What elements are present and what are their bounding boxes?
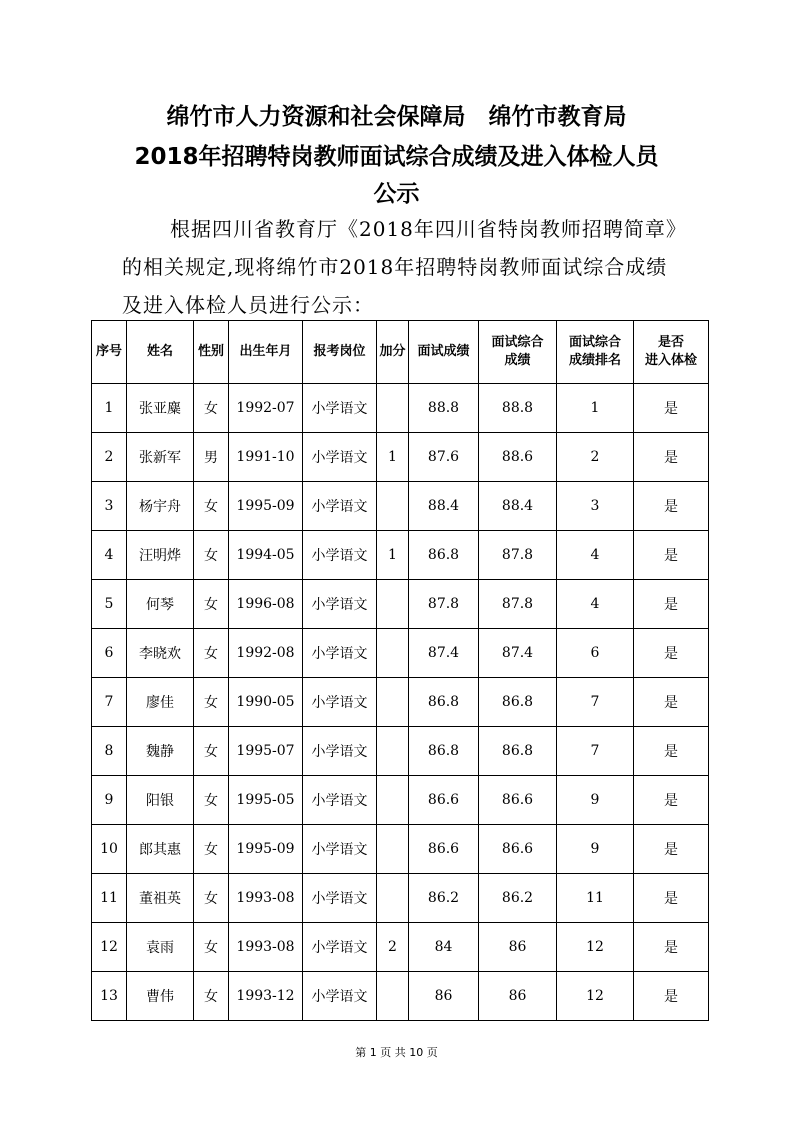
table-row bbox=[92, 482, 709, 531]
cell-gender: 女 bbox=[194, 825, 229, 874]
cell-gender: 女 bbox=[194, 972, 229, 1021]
cell-interview-score: 88.8 bbox=[409, 384, 479, 433]
cell-name: 廖佳 bbox=[127, 678, 194, 727]
cell-position: 小学语文 bbox=[303, 825, 377, 874]
header-index: 序号 bbox=[92, 321, 127, 384]
cell-birth: 1993-12 bbox=[229, 972, 303, 1021]
cell-birth: 1995-09 bbox=[229, 825, 303, 874]
cell-bonus bbox=[377, 482, 409, 531]
cell-bonus: 1 bbox=[377, 531, 409, 580]
cell-physical-exam: 是 bbox=[634, 776, 709, 825]
cell-bonus: 1 bbox=[377, 433, 409, 482]
cell-interview-score: 86.6 bbox=[409, 776, 479, 825]
cell-combined-score: 86.8 bbox=[479, 727, 557, 776]
cell-rank: 7 bbox=[557, 727, 634, 776]
table-row bbox=[92, 776, 709, 825]
cell-index: 4 bbox=[92, 531, 127, 580]
cell-position: 小学语文 bbox=[303, 678, 377, 727]
cell-rank: 7 bbox=[557, 678, 634, 727]
cell-index: 7 bbox=[92, 678, 127, 727]
header-combined-score: 面试综合 成绩 bbox=[479, 321, 557, 384]
cell-name: 董祖英 bbox=[127, 874, 194, 923]
cell-index: 10 bbox=[92, 825, 127, 874]
header-bonus: 加分 bbox=[377, 321, 409, 384]
cell-name: 曹伟 bbox=[127, 972, 194, 1021]
cell-position: 小学语文 bbox=[303, 629, 377, 678]
cell-combined-score: 86.6 bbox=[479, 776, 557, 825]
cell-index: 5 bbox=[92, 580, 127, 629]
cell-interview-score: 86.8 bbox=[409, 727, 479, 776]
cell-physical-exam: 是 bbox=[634, 874, 709, 923]
cell-gender: 女 bbox=[194, 727, 229, 776]
cell-bonus bbox=[377, 384, 409, 433]
cell-position: 小学语文 bbox=[303, 727, 377, 776]
cell-index: 13 bbox=[92, 972, 127, 1021]
cell-combined-score: 87.8 bbox=[479, 531, 557, 580]
cell-bonus bbox=[377, 972, 409, 1021]
cell-index: 11 bbox=[92, 874, 127, 923]
cell-name: 何琴 bbox=[127, 580, 194, 629]
cell-name: 袁雨 bbox=[127, 923, 194, 972]
table-row bbox=[92, 433, 709, 482]
cell-interview-score: 87.4 bbox=[409, 629, 479, 678]
cell-physical-exam: 是 bbox=[634, 580, 709, 629]
cell-birth: 1995-09 bbox=[229, 482, 303, 531]
cell-physical-exam: 是 bbox=[634, 972, 709, 1021]
table-row bbox=[92, 972, 709, 1021]
cell-rank: 4 bbox=[557, 580, 634, 629]
cell-position: 小学语文 bbox=[303, 384, 377, 433]
cell-gender: 男 bbox=[194, 433, 229, 482]
cell-gender: 女 bbox=[194, 874, 229, 923]
cell-rank: 9 bbox=[557, 825, 634, 874]
table-row bbox=[92, 629, 709, 678]
cell-combined-score: 88.8 bbox=[479, 384, 557, 433]
cell-combined-score: 86 bbox=[479, 923, 557, 972]
cell-interview-score: 86.8 bbox=[409, 678, 479, 727]
cell-birth: 1995-07 bbox=[229, 727, 303, 776]
cell-bonus bbox=[377, 874, 409, 923]
cell-bonus bbox=[377, 727, 409, 776]
cell-interview-score: 87.6 bbox=[409, 433, 479, 482]
cell-gender: 女 bbox=[194, 678, 229, 727]
cell-bonus bbox=[377, 580, 409, 629]
cell-position: 小学语文 bbox=[303, 580, 377, 629]
cell-position: 小学语文 bbox=[303, 433, 377, 482]
cell-bonus bbox=[377, 776, 409, 825]
cell-index: 1 bbox=[92, 384, 127, 433]
cell-physical-exam: 是 bbox=[634, 629, 709, 678]
cell-index: 8 bbox=[92, 727, 127, 776]
cell-gender: 女 bbox=[194, 482, 229, 531]
cell-physical-exam: 是 bbox=[634, 825, 709, 874]
cell-birth: 1991-10 bbox=[229, 433, 303, 482]
cell-name: 张新军 bbox=[127, 433, 194, 482]
cell-name: 魏静 bbox=[127, 727, 194, 776]
cell-gender: 女 bbox=[194, 629, 229, 678]
cell-interview-score: 86.8 bbox=[409, 531, 479, 580]
cell-name: 阳银 bbox=[127, 776, 194, 825]
cell-gender: 女 bbox=[194, 776, 229, 825]
cell-rank: 12 bbox=[557, 972, 634, 1021]
cell-physical-exam: 是 bbox=[634, 923, 709, 972]
cell-position: 小学语文 bbox=[303, 776, 377, 825]
cell-birth: 1992-08 bbox=[229, 629, 303, 678]
cell-birth: 1990-05 bbox=[229, 678, 303, 727]
cell-rank: 1 bbox=[557, 384, 634, 433]
table-row bbox=[92, 384, 709, 433]
cell-rank: 9 bbox=[557, 776, 634, 825]
table-row bbox=[92, 531, 709, 580]
cell-rank: 6 bbox=[557, 629, 634, 678]
cell-combined-score: 86.6 bbox=[479, 825, 557, 874]
cell-index: 2 bbox=[92, 433, 127, 482]
cell-physical-exam: 是 bbox=[634, 482, 709, 531]
cell-bonus bbox=[377, 678, 409, 727]
cell-interview-score: 84 bbox=[409, 923, 479, 972]
table-row bbox=[92, 580, 709, 629]
cell-name: 张亚麋 bbox=[127, 384, 194, 433]
table-row bbox=[92, 874, 709, 923]
cell-interview-score: 86.2 bbox=[409, 874, 479, 923]
cell-position: 小学语文 bbox=[303, 923, 377, 972]
cell-combined-score: 87.8 bbox=[479, 580, 557, 629]
cell-gender: 女 bbox=[194, 580, 229, 629]
cell-name: 李晓欢 bbox=[127, 629, 194, 678]
cell-name: 汪明烨 bbox=[127, 531, 194, 580]
cell-rank: 3 bbox=[557, 482, 634, 531]
cell-physical-exam: 是 bbox=[634, 678, 709, 727]
table-row bbox=[92, 923, 709, 972]
cell-combined-score: 88.6 bbox=[479, 433, 557, 482]
cell-index: 9 bbox=[92, 776, 127, 825]
table-header-row bbox=[92, 321, 709, 384]
cell-rank: 4 bbox=[557, 531, 634, 580]
intro-line-1: 根据四川省教育厅《2018年四川省特岗教师招聘简章》 bbox=[170, 217, 687, 241]
cell-interview-score: 88.4 bbox=[409, 482, 479, 531]
cell-interview-score: 87.8 bbox=[409, 580, 479, 629]
cell-birth: 1993-08 bbox=[229, 874, 303, 923]
results-table bbox=[91, 320, 709, 1021]
header-interview-score: 面试成绩 bbox=[409, 321, 479, 384]
cell-rank: 2 bbox=[557, 433, 634, 482]
cell-gender: 女 bbox=[194, 531, 229, 580]
cell-physical-exam: 是 bbox=[634, 433, 709, 482]
table-row bbox=[92, 825, 709, 874]
cell-position: 小学语文 bbox=[303, 482, 377, 531]
cell-index: 3 bbox=[92, 482, 127, 531]
cell-position: 小学语文 bbox=[303, 531, 377, 580]
cell-physical-exam: 是 bbox=[634, 531, 709, 580]
cell-name: 杨宇舟 bbox=[127, 482, 194, 531]
cell-birth: 1994-05 bbox=[229, 531, 303, 580]
cell-birth: 1996-08 bbox=[229, 580, 303, 629]
cell-combined-score: 86 bbox=[479, 972, 557, 1021]
cell-birth: 1992-07 bbox=[229, 384, 303, 433]
intro-line-3: 及进入体检人员进行公示： bbox=[122, 293, 374, 317]
cell-rank: 11 bbox=[557, 874, 634, 923]
cell-combined-score: 86.2 bbox=[479, 874, 557, 923]
header-rank: 面试综合 成绩排名 bbox=[557, 321, 634, 384]
header-physical-exam: 是否 进入体检 bbox=[634, 321, 709, 384]
cell-position: 小学语文 bbox=[303, 972, 377, 1021]
table-row bbox=[92, 727, 709, 776]
cell-bonus bbox=[377, 629, 409, 678]
cell-combined-score: 86.8 bbox=[479, 678, 557, 727]
cell-birth: 1993-08 bbox=[229, 923, 303, 972]
title-line-3: 公示 bbox=[373, 181, 420, 207]
cell-index: 12 bbox=[92, 923, 127, 972]
cell-gender: 女 bbox=[194, 384, 229, 433]
header-birth: 出生年月 bbox=[229, 321, 303, 384]
cell-bonus bbox=[377, 825, 409, 874]
title-line-2: 2018年招聘特岗教师面试综合成绩及进入体检人员 bbox=[134, 144, 659, 170]
cell-gender: 女 bbox=[194, 923, 229, 972]
header-position: 报考岗位 bbox=[303, 321, 377, 384]
cell-rank: 12 bbox=[557, 923, 634, 972]
cell-name: 郎其惠 bbox=[127, 825, 194, 874]
title-line-1: 绵竹市人力资源和社会保障局 绵竹市教育局 bbox=[166, 104, 627, 130]
page-footer: 第 1 页 共 10 页 bbox=[355, 1046, 438, 1059]
cell-combined-score: 88.4 bbox=[479, 482, 557, 531]
cell-physical-exam: 是 bbox=[634, 384, 709, 433]
cell-birth: 1995-05 bbox=[229, 776, 303, 825]
cell-index: 6 bbox=[92, 629, 127, 678]
cell-combined-score: 87.4 bbox=[479, 629, 557, 678]
table-row bbox=[92, 678, 709, 727]
cell-physical-exam: 是 bbox=[634, 727, 709, 776]
cell-bonus: 2 bbox=[377, 923, 409, 972]
header-gender: 性别 bbox=[194, 321, 229, 384]
intro-line-2: 的相关规定,现将绵竹市2018年招聘特岗教师面试综合成绩 bbox=[122, 255, 668, 279]
cell-interview-score: 86 bbox=[409, 972, 479, 1021]
cell-interview-score: 86.6 bbox=[409, 825, 479, 874]
header-name: 姓名 bbox=[127, 321, 194, 384]
cell-position: 小学语文 bbox=[303, 874, 377, 923]
